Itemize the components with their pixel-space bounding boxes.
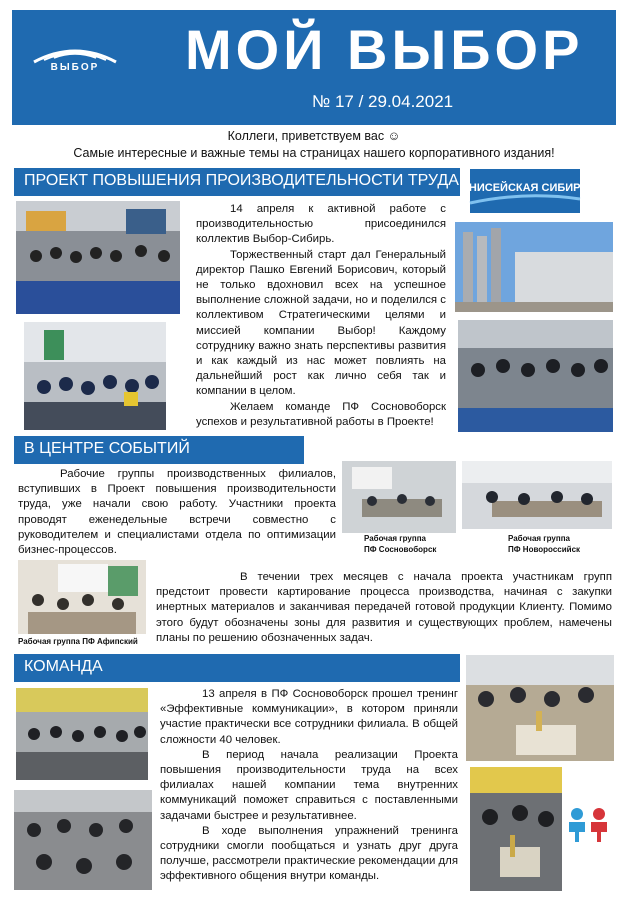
section-title-team: КОМАНДА	[14, 654, 460, 682]
caption-sosnovoborsk-1: Рабочая группа	[364, 534, 426, 543]
section1-text	[196, 202, 446, 430]
greeting-line-2: Самые интересные и важные темы на страницах нашего корпоративного издания!	[73, 146, 555, 160]
caption-afipsky: Рабочая группа ПФ Афипский	[18, 637, 138, 646]
issue-number: № 17 / 29.04.2021	[312, 92, 454, 111]
photo-director-speech	[458, 320, 613, 432]
photo-workers-group	[24, 322, 166, 430]
photo-group-novorossiysk	[462, 461, 612, 529]
photo-training-group	[16, 688, 148, 780]
photo-staff-meeting	[16, 201, 180, 314]
photo-group-sosnovoborsk	[342, 461, 456, 533]
greeting-line-1: Коллеги, приветствуем вас ☺	[227, 129, 401, 143]
caption-novorossiysk-2: ПФ Новороссийск	[508, 545, 581, 554]
photo-team-exercise	[466, 655, 614, 761]
section1-paragraph-3: Желаем команде ПФ Сосновоборск успехов и результативной работы в Проекте!	[196, 400, 446, 428]
photo-concrete-plant	[455, 222, 613, 312]
section1-paragraph-1: 14 апреля к активной работе с производительностью присоединился коллектив Выбор-Сибирь.	[196, 203, 446, 246]
logo-text: ВЫБОР	[50, 62, 100, 73]
brand-logo	[461, 169, 589, 213]
photo-group-afipsky	[18, 560, 146, 634]
section3-paragraph-2: В период начала реализации Проекта повышения производительности труда на всех филиалах нашей компании тема внутренних коммуникаций поможет справиться с поставленными задачами быстрее и результативнее.	[160, 748, 458, 822]
newsletter-title: МОЙ ВЫБОР	[185, 18, 584, 81]
caption-sosnovoborsk-2: ПФ Сосновоборск	[364, 545, 437, 554]
section3-text	[160, 687, 458, 885]
section2-paragraph-2: В течении трех месяцев с начала проекта участникам групп предстоит провести картирование процесса производства, начиная с закупки инертных материалов и заканчивая передачей готовой продукции Клиенту. Помимо этого будут обозначены зоны для развития и существующих проблем, намечены планы по решению обозначенных задач.	[156, 571, 612, 644]
caption-novorossiysk-1: Рабочая группа	[508, 534, 570, 543]
brand-logo-text: ЕНИСЕЙСКАЯ СИБИРЬ	[461, 182, 589, 194]
section2-text-top	[18, 467, 336, 558]
section-title-productivity: ПРОЕКТ ПОВЫШЕНИЯ ПРОИЗВОДИТЕЛЬНОСТИ ТРУДА	[14, 168, 460, 196]
section-title-events: В ЦЕНТРЕ СОБЫТИЙ	[14, 436, 304, 464]
section2-paragraph-1: Рабочие группы производственных филиалов, вступивших в Проект повышения производительности труда, уже начали свою работу. Участники проекта проводят еженедельные встречи совместно с руководителем и специалистами отдела по оптимизации бизнес-процессов.	[18, 468, 336, 557]
section1-paragraph-2: Торжественный старт дал Генеральный директор Пашко Евгений Борисович, который не только вдохновил всех на успешное выполнение сложной задачи, но и поделился с коллективом Стратегическими целями и миссией компании Выбор! Каждому сотруднику важно знать перспективы развития и как каждый из нас может повлиять на дальнейший рост как лично себя так и компании в целом.	[196, 248, 446, 398]
section2-text-bottom	[156, 570, 612, 646]
puzzle-people-icon	[565, 806, 611, 844]
photo-training-circle	[14, 790, 152, 890]
photo-team-activity	[470, 767, 562, 891]
section3-paragraph-1: 13 апреля в ПФ Сосновоборск прошел тренинг «Эффективные коммуникации», в котором приняли участие практически все сотрудники филиала. В общей сложности 40 человек.	[160, 688, 458, 746]
brand-logo-graphic	[461, 169, 589, 213]
section3-paragraph-3: В ходе выполнения упражнений тренинга сотрудники смогли пообщаться и узнать друг друга получше, рассмотрели практические рекомендации для эффективного общения внутри команды.	[160, 824, 458, 883]
